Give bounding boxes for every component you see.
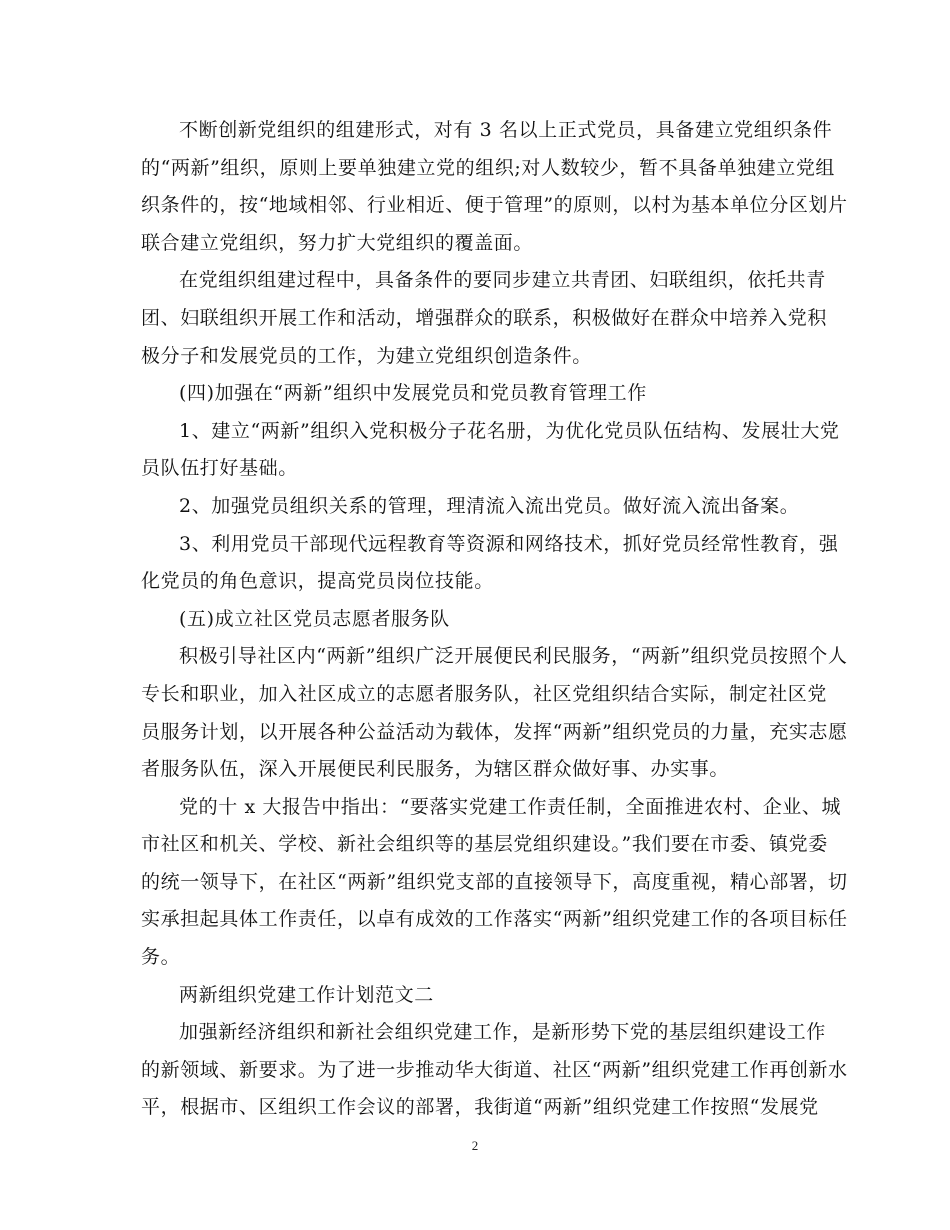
text-line: 不断创新党组织的组建形式，对有 3 名以上正式党员，具备建立党组织条件	[179, 119, 833, 141]
text-line: 2、加强党员组织关系的管理，理清流入流出党员。做好流入流出备案。	[179, 494, 800, 517]
text-line: 的新领域、新要求。为了进一步推动华大街道、社区“两新”组织党建工作再创新水	[141, 1058, 848, 1081]
text-line: 的统一领导下，在社区“两新”组织党支部的直接领导下，高度重视，精心部署，切	[141, 870, 848, 893]
text-line: 实承担起具体工作责任，以卓有成效的工作落实“两新”组织党建工作的各项目标任	[141, 908, 848, 931]
page-number: 2	[471, 1138, 479, 1153]
paragraph	[141, 526, 839, 601]
paragraph	[141, 375, 809, 413]
text-line: 务。	[141, 946, 181, 969]
text-line: 者服务队伍，深入开展便民利民服务，为辖区群众做好事、办实事。	[141, 758, 730, 781]
paragraph	[141, 601, 809, 639]
text-line: 3、利用党员干部现代远程教育等资源和网络技术，抓好党员经常性教育，强	[179, 532, 839, 555]
text-line: (五)成立社区党员志愿者服务队	[179, 607, 450, 630]
text-line: 织条件的，按“地域相邻、行业相近、便于管理”的原则，以村为基本单位分区划片	[141, 194, 848, 217]
text-line: 党的十 x 大报告中指出：“要落实党建工作责任制，全面推进农村、企业、城	[179, 795, 842, 818]
paragraph	[141, 977, 809, 1015]
text-line: 的“两新”组织，原则上要单独建立党的组织;对人数较少，暂不具备单独建立党组	[141, 156, 836, 179]
paragraph	[141, 789, 848, 977]
paragraph	[141, 638, 848, 788]
paragraph	[141, 413, 840, 488]
paragraph	[141, 488, 809, 526]
text-line: (四)加强在“两新”组织中发展党员和党员教育管理工作	[179, 382, 647, 405]
text-line: 在党组织组建过程中，具备条件的要同步建立共青团、妇联组织，依托共青	[179, 269, 826, 292]
text-line: 化党员的角色意识，提高党员岗位技能。	[141, 570, 494, 593]
text-line: 两新组织党建工作计划范文二	[179, 983, 434, 1006]
text-line: 积极引导社区内“两新”组织广泛开展便民利民服务，“两新”组织党员按照个人	[179, 645, 848, 668]
text-line: 平，根据市、区组织工作会议的部署，我街道“两新”组织党建工作按照“发展党	[141, 1096, 819, 1119]
document-body	[141, 112, 848, 1127]
text-line: 市社区和机关、学校、新社会组织等的基层党组织建设。”我们要在市委、镇党委	[141, 833, 828, 856]
text-line: 1、建立“两新”组织入党积极分子花名册，为优化党员队伍结构、发展壮大党	[179, 419, 840, 442]
paragraph	[141, 262, 828, 375]
paragraph	[141, 112, 848, 262]
text-line: 联合建立党组织，努力扩大党组织的覆盖面。	[141, 231, 534, 254]
text-line: 加强新经济组织和新社会组织党建工作，是新形势下党的基层组织建设工作	[179, 1021, 826, 1044]
text-line: 专长和职业，加入社区成立的志愿者服务队，社区党组织结合实际，制定社区党	[141, 682, 828, 705]
text-line: 极分子和发展党员的工作，为建立党组织创造条件。	[141, 344, 592, 367]
paragraph	[141, 1014, 848, 1127]
text-line: 员服务计划，以开展各种公益活动为载体，发挥“两新”组织党员的力量，充实志愿	[141, 720, 848, 743]
text-line: 员队伍打好基础。	[141, 457, 298, 480]
text-line: 团、妇联组织开展工作和活动，增强群众的联系，积极做好在群众中培养入党积	[141, 306, 828, 329]
